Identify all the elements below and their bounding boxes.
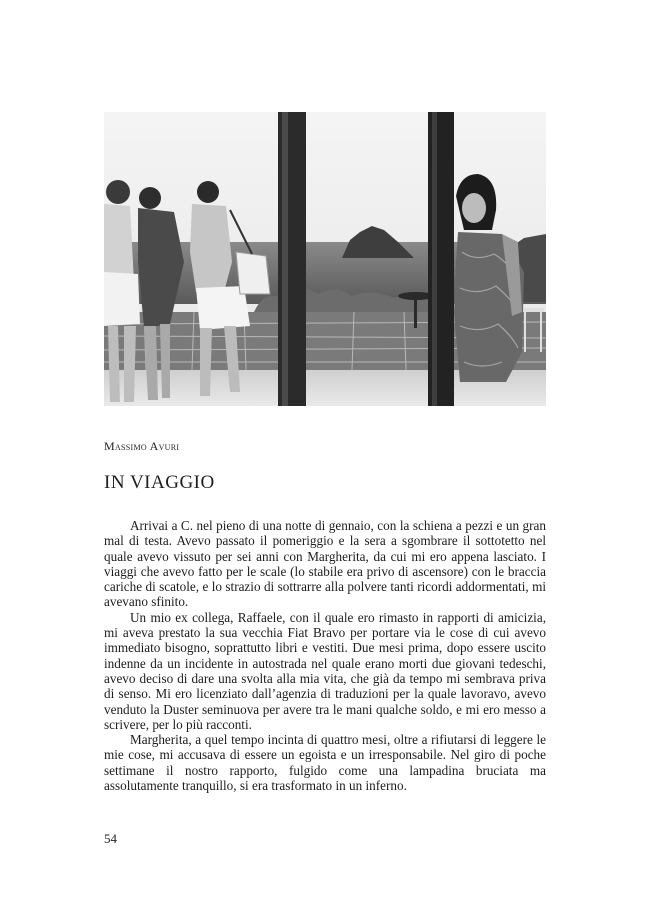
photo <box>104 112 546 406</box>
story-body <box>104 518 546 793</box>
chapter-title: IN VIAGGIO <box>104 472 215 493</box>
paragraph-1: Arrivai a C. nel pieno di una notte di gennaio, con la schiena a pezzi e un gran mal di testa. Avevo passato il pomeriggio e la sera a sgombrare il sottotetto nel quale avevo vissuto per sei anni con Margherita, da cui mi ero appena lasciato. I viaggi che avevo fatto per le scale (lo stabile era privo di ascensore) con le braccia cariche di scatole, e lo strazio di sottrarre alla polvere tanti ricordi addormentati, mi avevano sfinito. <box>104 518 546 610</box>
paragraph-3: Margherita, a quel tempo incinta di quattro mesi, oltre a rifiutarsi di leggere le mie cose, mi accusava di essere un egoista e un irresponsabile. Nel giro di poche settimane il nostro rapporto, fulgido come una lampadina bruciata ma assolutamente tranquillo, si era trasformato in un inferno. <box>104 732 546 794</box>
author-name: Massimo Avuri <box>104 439 180 453</box>
paragraph-2: Un mio ex collega, Raffaele, con il quale ero rimasto in rapporti di amicizia, mi aveva prestato la sua vecchia Fiat Bravo per portare via le cose di cui avevo immediato bisogno, soprattutto libri e vestiti. Due mesi prima, dopo essere uscito indenne da un incidente in autostrada nel quale erano morti due giovani tedeschi, avevo deciso di dare una svolta alla mia vita, che già da tempo mi sembrava priva di senso. Mi ero licenziato dall’agenzia di traduzioni per la quale lavoravo, avevo venduto la Duster seminuova per avere tra le mani qualche soldo, e mi ero messo a scrivere, per lo più racconti. <box>104 609 546 732</box>
page-number: 54 <box>104 831 117 846</box>
